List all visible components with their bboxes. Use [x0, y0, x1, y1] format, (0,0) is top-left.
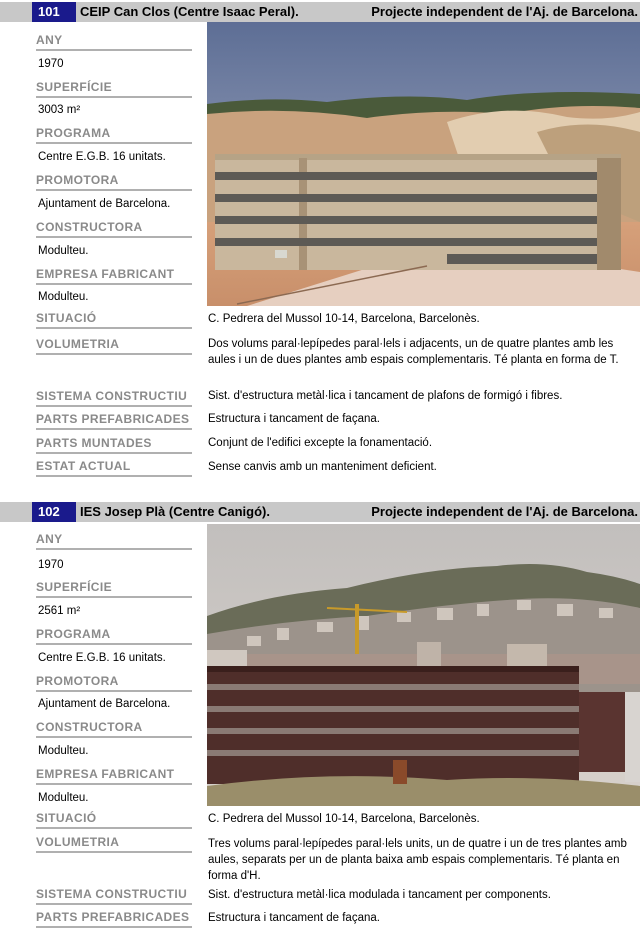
- entry-header: [0, 2, 640, 22]
- value-volumetria: Dos volums paral·lepípedes paral·lels i adjacents, un de quatre plantes amb les aules i un de dues plantes amb espais complementaris. Té planta en forma de T.: [208, 338, 619, 366]
- label-parts-muntades: PARTS MUNTADES: [36, 435, 192, 454]
- label-superficie: SUPERFÍCIE: [36, 579, 192, 598]
- value-superficie: 3003 m²: [38, 104, 81, 116]
- value-constructora: Modulteu.: [38, 245, 89, 257]
- label-sistema-constructiu: SISTEMA CONSTRUCTIU: [36, 388, 192, 407]
- value-situacio: C. Pedrera del Mussol 10-14, Barcelona, Barcelonès.: [208, 313, 480, 325]
- entry-title: IES Josep Plà (Centre Canigó).: [80, 504, 270, 519]
- project-type: Projecte independent de l'Aj. de Barcelona.: [371, 504, 638, 519]
- label-volumetria: VOLUMETRIA: [36, 834, 192, 853]
- value-empresa-fabricant: Modulteu.: [38, 792, 89, 804]
- value-situacio: C. Pedrera del Mussol 10-14, Barcelona, Barcelonès.: [208, 813, 480, 825]
- label-situacio: SITUACIÓ: [36, 810, 192, 829]
- value-estat-actual: Sense canvis amb un manteniment deficient.: [208, 461, 437, 473]
- entry-title: CEIP Can Clos (Centre Isaac Peral).: [80, 4, 299, 19]
- value-programa: Centre E.G.B. 16 unitats.: [38, 151, 166, 163]
- value-promotora: Ajuntament de Barcelona.: [38, 698, 171, 710]
- label-programa: PROGRAMA: [36, 626, 192, 645]
- label-volumetria: VOLUMETRIA: [36, 336, 192, 355]
- value-constructora: Modulteu.: [38, 745, 89, 757]
- label-promotora: PROMOTORA: [36, 673, 192, 692]
- value-any: 1970: [38, 559, 64, 571]
- label-constructora: CONSTRUCTORA: [36, 219, 192, 238]
- value-parts-muntades: Conjunt de l'edifici excepte la fonamentació.: [208, 437, 433, 449]
- entry-number: 101: [32, 2, 76, 22]
- label-empresa-fabricant: EMPRESA FABRICANT: [36, 266, 192, 285]
- value-programa: Centre E.G.B. 16 unitats.: [38, 652, 166, 664]
- value-sistema-constructiu: Sist. d'estructura metàl·lica i tancament de plafons de formigó i fibres.: [208, 390, 563, 402]
- value-promotora: Ajuntament de Barcelona.: [38, 198, 171, 210]
- value-volumetria: Tres volums paral·lepípedes paral·lels units, un de quatre i un de tres plantes amb aules, separats per un de planta baixa amb espais complementaris. Té planta en forma d'H.: [208, 838, 627, 882]
- label-superficie: SUPERFÍCIE: [36, 79, 192, 98]
- entry-header: [0, 502, 640, 522]
- label-estat-actual: ESTAT ACTUAL: [36, 458, 192, 477]
- label-any: ANY: [36, 32, 192, 51]
- entry-101: [0, 2, 640, 482]
- building-photo: [207, 524, 640, 806]
- label-promotora: PROMOTORA: [36, 172, 192, 191]
- value-superficie: 2561 m²: [38, 605, 81, 617]
- label-situacio: SITUACIÓ: [36, 310, 192, 329]
- label-sistema-constructiu: SISTEMA CONSTRUCTIU: [36, 886, 192, 905]
- value-parts-prefabricades: Estructura i tancament de façana.: [208, 912, 380, 924]
- label-parts-prefabricades: PARTS PREFABRICADES: [36, 411, 192, 430]
- entry-number: 102: [32, 502, 76, 522]
- project-type: Projecte independent de l'Aj. de Barcelona.: [371, 4, 638, 19]
- label-any: ANY: [36, 531, 192, 550]
- label-constructora: CONSTRUCTORA: [36, 719, 192, 738]
- value-empresa-fabricant: Modulteu.: [38, 291, 89, 303]
- label-empresa-fabricant: EMPRESA FABRICANT: [36, 766, 192, 785]
- value-any: 1970: [38, 58, 64, 70]
- label-parts-prefabricades: PARTS PREFABRICADES: [36, 909, 192, 928]
- value-sistema-constructiu: Sist. d'estructura metàl·lica modulada i tancament per components.: [208, 889, 551, 901]
- building-photo: [207, 22, 640, 306]
- label-programa: PROGRAMA: [36, 125, 192, 144]
- entry-102: [0, 502, 640, 928]
- value-parts-prefabricades: Estructura i tancament de façana.: [208, 413, 380, 425]
